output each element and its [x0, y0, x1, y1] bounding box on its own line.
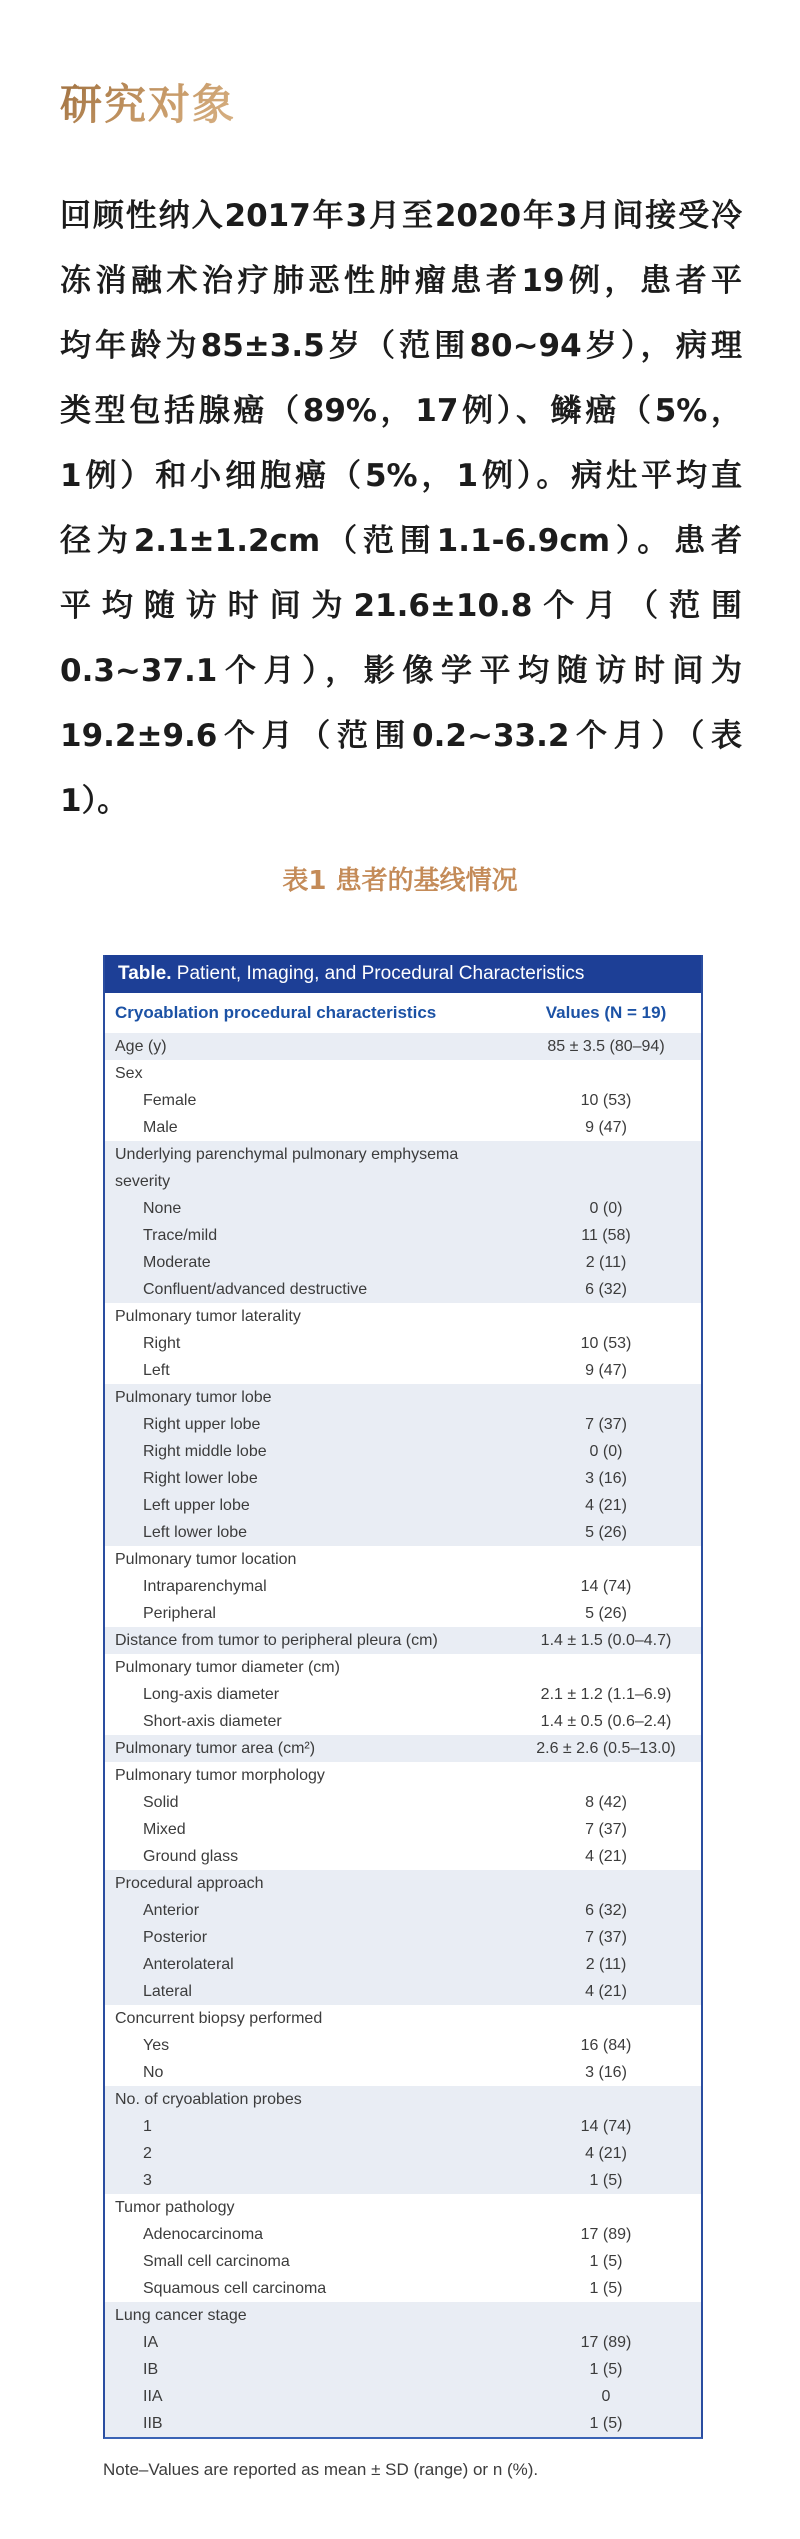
row-label: Sex	[115, 1065, 143, 1082]
row-value: 3 (16)	[585, 1470, 627, 1487]
row-label: Anterolateral	[143, 1956, 234, 1973]
table-row	[105, 2356, 701, 2383]
table-row	[105, 1681, 701, 1708]
table-row	[105, 1114, 701, 1141]
table-row	[105, 1141, 701, 1195]
row-label: Pulmonary tumor morphology	[115, 1767, 325, 1784]
row-value: 1 (5)	[589, 2361, 623, 2378]
row-value: 1.4 ± 1.5 (0.0–4.7)	[540, 1632, 672, 1649]
table-row	[105, 1951, 701, 1978]
table-row	[105, 1924, 701, 1951]
row-value: 17 (89)	[580, 2334, 632, 2351]
row-label: Short-axis diameter	[143, 1713, 282, 1730]
table-row	[105, 1330, 701, 1357]
row-value: 6 (32)	[585, 1902, 627, 1919]
table-row	[105, 1708, 701, 1735]
row-value: 2 (11)	[585, 1254, 627, 1271]
row-label: Intraparenchymal	[143, 1578, 267, 1595]
table-row	[105, 1843, 701, 1870]
table-row	[105, 1303, 701, 1330]
row-label: Concurrent biopsy performed	[115, 2010, 323, 2027]
row-label: Underlying parenchymal pulmonary emphysema severity	[115, 1146, 459, 1190]
table-row	[105, 1492, 701, 1519]
row-value: 2.1 ± 1.2 (1.1–6.9)	[540, 1686, 672, 1703]
row-value: 14 (74)	[580, 2118, 632, 2135]
table-column-headers	[105, 993, 701, 1033]
row-value: 1.4 ± 0.5 (0.6–2.4)	[540, 1713, 672, 1730]
row-label: Peripheral	[143, 1605, 216, 1622]
row-label: Tumor pathology	[115, 2199, 235, 2216]
paragraph-line: 类型包括腺癌（89%，17例）、鳞癌（5%，	[60, 393, 742, 429]
paragraph-line: 0.3~37.1个月），影像学平均随访时间为	[60, 653, 742, 689]
table-row	[105, 1222, 701, 1249]
row-value: 17 (89)	[580, 2226, 632, 2243]
row-label: Distance from tumor to peripheral pleura (cm)	[115, 1632, 438, 1649]
table-row	[105, 1627, 701, 1654]
table-row	[105, 1600, 701, 1627]
row-label: Small cell carcinoma	[143, 2253, 290, 2270]
row-value: 7 (37)	[585, 1929, 627, 1946]
row-label: Mixed	[143, 1821, 186, 1838]
characteristics-table	[103, 955, 703, 2439]
column-header-values: Values (N = 19)	[545, 1003, 667, 1022]
table-row	[105, 1195, 701, 1222]
paragraph-line: 回顾性纳入2017年3月至2020年3月间接受冷	[60, 198, 742, 234]
paragraph-line: 19.2±9.6个月（范围0.2~33.2个月）（表	[60, 718, 742, 754]
row-label: Pulmonary tumor lobe	[115, 1389, 272, 1406]
table-row	[105, 1249, 701, 1276]
paragraph-line: 冻消融术治疗肺恶性肿瘤患者19例，患者平	[60, 263, 742, 299]
row-value: 6 (32)	[585, 1281, 627, 1298]
row-label: Moderate	[143, 1254, 211, 1271]
row-label: 2	[143, 2145, 152, 2162]
row-label: Solid	[143, 1794, 179, 1811]
row-label: No. of cryoablation probes	[115, 2091, 302, 2108]
row-value: 1 (5)	[589, 2280, 623, 2297]
table-row	[105, 2194, 701, 2221]
paragraph-line: 1例）和小细胞癌（5%，1例）。病灶平均直	[60, 458, 742, 494]
row-label: Lateral	[143, 1983, 192, 2000]
table-row	[105, 1465, 701, 1492]
row-label: Right	[143, 1335, 181, 1352]
table-row	[105, 1357, 701, 1384]
row-label: Pulmonary tumor location	[115, 1551, 297, 1568]
row-label: Yes	[143, 2037, 170, 2054]
row-value: 14 (74)	[580, 1578, 632, 1595]
row-value: 4 (21)	[585, 1497, 627, 1514]
table-row	[105, 1654, 701, 1681]
row-label: Female	[143, 1092, 197, 1109]
row-value: 4 (21)	[585, 2145, 627, 2162]
table-row	[105, 1789, 701, 1816]
row-value: 0 (0)	[589, 1200, 623, 1217]
row-label: Ground glass	[143, 1848, 239, 1865]
row-label: None	[143, 1200, 182, 1217]
row-label: Male	[143, 1119, 178, 1136]
table-row	[105, 1816, 701, 1843]
table-row	[105, 1897, 701, 1924]
table-row	[105, 2248, 701, 2275]
table-caption: 表1 患者的基线情况	[282, 866, 518, 896]
row-value: 1 (5)	[589, 2415, 623, 2432]
row-value: 10 (53)	[580, 1092, 632, 1109]
row-value: 85 ± 3.5 (80–94)	[547, 1038, 665, 1055]
table-row	[105, 1546, 701, 1573]
row-value: 7 (37)	[585, 1821, 627, 1838]
table-row	[105, 1573, 701, 1600]
table-row	[105, 2113, 701, 2140]
row-value: 0 (0)	[589, 1443, 623, 1460]
row-value: 4 (21)	[585, 1848, 627, 1865]
row-value: 1 (5)	[589, 2253, 623, 2270]
row-label: IA	[143, 2334, 159, 2351]
row-value: 1 (5)	[589, 2172, 623, 2189]
table-row	[105, 2140, 701, 2167]
table-row	[105, 1411, 701, 1438]
section-heading: 研究对象	[60, 72, 236, 132]
paragraph-line: 1）。	[60, 783, 129, 819]
table-row	[105, 1978, 701, 2005]
paragraph-line: 平均随访时间为21.6±10.8个月（范围	[60, 588, 742, 624]
row-label: Posterior	[143, 1929, 208, 1946]
table-row	[105, 2275, 701, 2302]
row-value: 0	[601, 2388, 611, 2405]
table-row	[105, 1519, 701, 1546]
table-row	[105, 1438, 701, 1465]
row-label: Trace/mild	[143, 1227, 218, 1244]
row-label: Pulmonary tumor area (cm²)	[115, 1740, 316, 1757]
table-row	[105, 1033, 701, 1060]
table-row	[105, 2005, 701, 2032]
table-row	[105, 2032, 701, 2059]
row-label: Pulmonary tumor laterality	[115, 1308, 301, 1325]
row-label: Left	[143, 1362, 170, 1379]
row-label: Left lower lobe	[143, 1524, 248, 1541]
table-row	[105, 2410, 701, 2437]
table-row	[105, 1060, 701, 1087]
row-label: Left upper lobe	[143, 1497, 250, 1514]
row-label: Procedural approach	[115, 1875, 264, 1892]
table-row	[105, 2329, 701, 2356]
table-row	[105, 2059, 701, 2086]
row-value: 11 (58)	[581, 1227, 631, 1244]
row-value: 9 (47)	[585, 1119, 627, 1136]
row-label: IIA	[143, 2388, 163, 2405]
row-label: IIB	[143, 2415, 163, 2432]
table-row	[105, 1762, 701, 1789]
row-value: 16 (84)	[580, 2037, 632, 2054]
row-value: 7 (37)	[585, 1416, 627, 1433]
row-label: Pulmonary tumor diameter (cm)	[115, 1659, 340, 1676]
table-row	[105, 1384, 701, 1411]
table-body	[105, 1033, 701, 2437]
row-value: 4 (21)	[585, 1983, 627, 2000]
row-label: IB	[143, 2361, 159, 2378]
row-label: Squamous cell carcinoma	[143, 2280, 327, 2297]
row-label: 1	[143, 2118, 152, 2135]
paragraph-line: 均年龄为85±3.5岁（范围80~94岁），病理	[60, 328, 742, 364]
row-value: 5 (26)	[585, 1524, 627, 1541]
paragraph-line: 径为2.1±1.2cm（范围1.1-6.9cm）。患者	[60, 523, 742, 559]
row-label: Age (y)	[115, 1038, 167, 1055]
table-title-bar	[105, 955, 701, 993]
row-value: 2.6 ± 2.6 (0.5–13.0)	[536, 1740, 676, 1757]
row-value: 8 (42)	[585, 1794, 627, 1811]
row-value: 3 (16)	[585, 2064, 627, 2081]
row-label: Lung cancer stage	[115, 2307, 247, 2324]
table-title-prefix: Table.	[118, 963, 172, 984]
row-label: Right lower lobe	[143, 1470, 258, 1487]
table-title-text: Patient, Imaging, and Procedural Characteristics	[171, 963, 585, 984]
table-row	[105, 2302, 701, 2329]
row-label: Right middle lobe	[143, 1443, 267, 1460]
row-label: Anterior	[143, 1902, 200, 1919]
row-value: 5 (26)	[585, 1605, 627, 1622]
table-row	[105, 1087, 701, 1114]
table-row	[105, 2167, 701, 2194]
row-value: 10 (53)	[580, 1335, 632, 1352]
row-label: Long-axis diameter	[143, 1686, 280, 1703]
row-label: No	[143, 2064, 164, 2081]
table-row	[105, 2383, 701, 2410]
table-row	[105, 1276, 701, 1303]
row-label: Adenocarcinoma	[143, 2226, 264, 2243]
body-paragraph	[60, 184, 742, 834]
row-value: 9 (47)	[585, 1362, 627, 1379]
column-header-characteristics: Cryoablation procedural characteristics	[115, 1003, 437, 1022]
row-label: Right upper lobe	[143, 1416, 261, 1433]
table-row	[105, 2086, 701, 2113]
row-value: 2 (11)	[585, 1956, 627, 1973]
row-label: Confluent/advanced destructive	[143, 1281, 368, 1298]
table-row	[105, 2221, 701, 2248]
table-footnote: Note–Values are reported as mean ± SD (range) or n (%).	[103, 2460, 539, 2479]
row-label: 3	[143, 2172, 152, 2189]
table-row	[105, 1735, 701, 1762]
table-row	[105, 1870, 701, 1897]
